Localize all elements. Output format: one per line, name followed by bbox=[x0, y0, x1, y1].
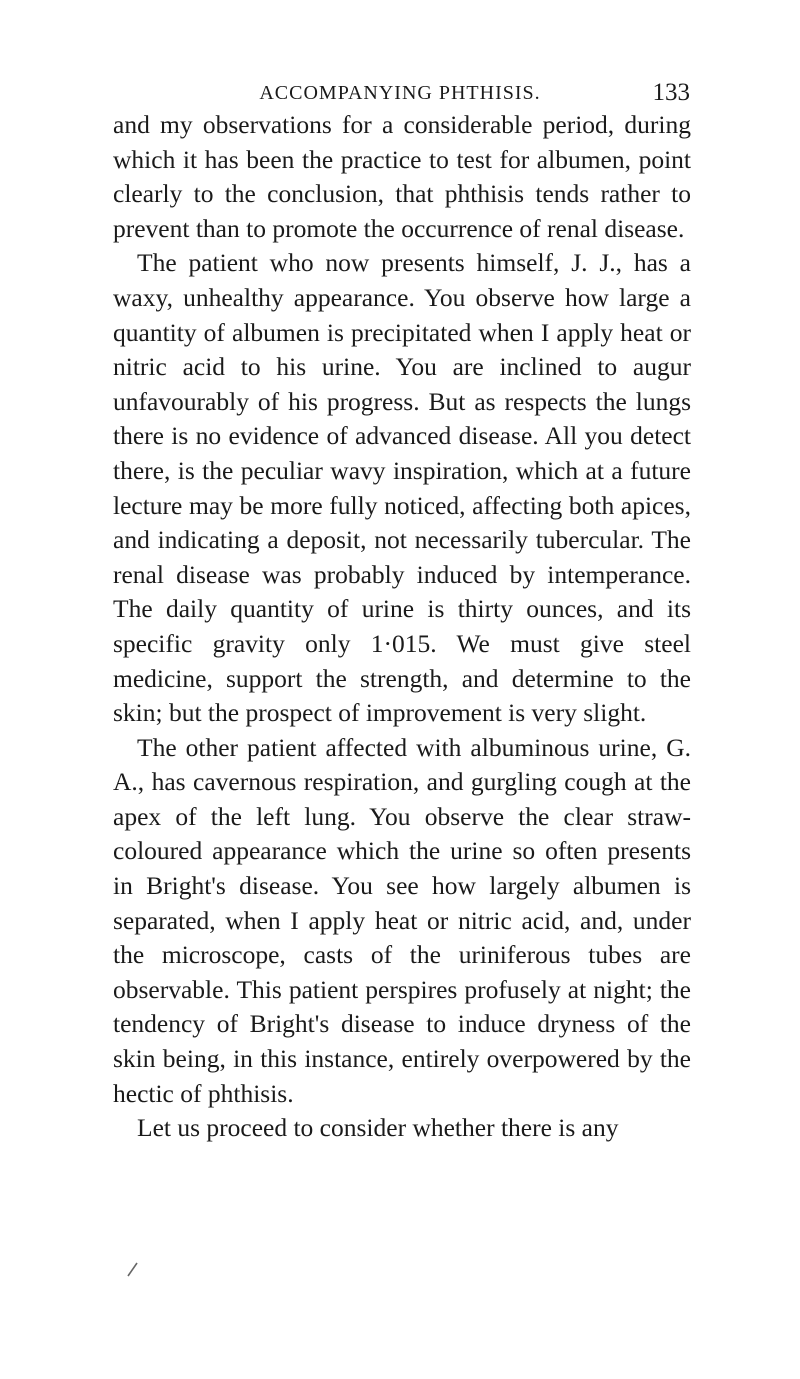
paragraph-case-j-j: The patient who now presents himself, J. J., has a waxy, unhealthy appearance. You observe how large a quantity of albumen is precipitated when I apply heat or nitric acid to his urine. You are inclined to augur unfavourably of his progress. But as respects the lungs there is no evidence of advanced disease. All you detect there, is the peculiar wavy inspiration, which at a future lecture may be more fully noticed, affecting both apices, and indicating a deposit, not necessarily tubercular. The renal disease was probably induced by intemperance. The daily quantity of urine is thirty ounces, and its specific gravity only 1·015. We must give steel medicine, support the strength, and determine to the skin; but the prospect of improvement is very slight. bbox=[113, 248, 691, 728]
body-text bbox=[113, 108, 691, 1146]
page-number: 133 bbox=[652, 79, 690, 106]
paragraph-case-g-a: The other patient affected with albuminous urine, G. A., has cavernous respiration, and gurgling cough at the apex of the left lung. You observe the clear straw-coloured appearance which the urine so often presents in Bright's disease. You see how largely albumen is separated, when I apply heat or nitric acid, and, under the microscope, casts of the uriniferous tubes are observable. This patient perspires profusely at night; the tendency of Bright's disease to induce dryness of the skin being, in this instance, entirely overpowered by the hectic of phthisis. bbox=[113, 732, 691, 1108]
paragraph-proceed: Let us proceed to consider whether there is any bbox=[137, 1113, 619, 1143]
ink-mark bbox=[125, 1262, 139, 1278]
running-title: ACCOMPANYING PHTHISIS. bbox=[259, 82, 541, 104]
running-head bbox=[110, 76, 690, 110]
paragraph-continuation: and my observations for a considerable period, during which it has been the practice to test for albumen, point clearly to the conclusion, that phthisis tends rather to prevent than to promote the occurrence of renal disease. bbox=[113, 110, 691, 243]
